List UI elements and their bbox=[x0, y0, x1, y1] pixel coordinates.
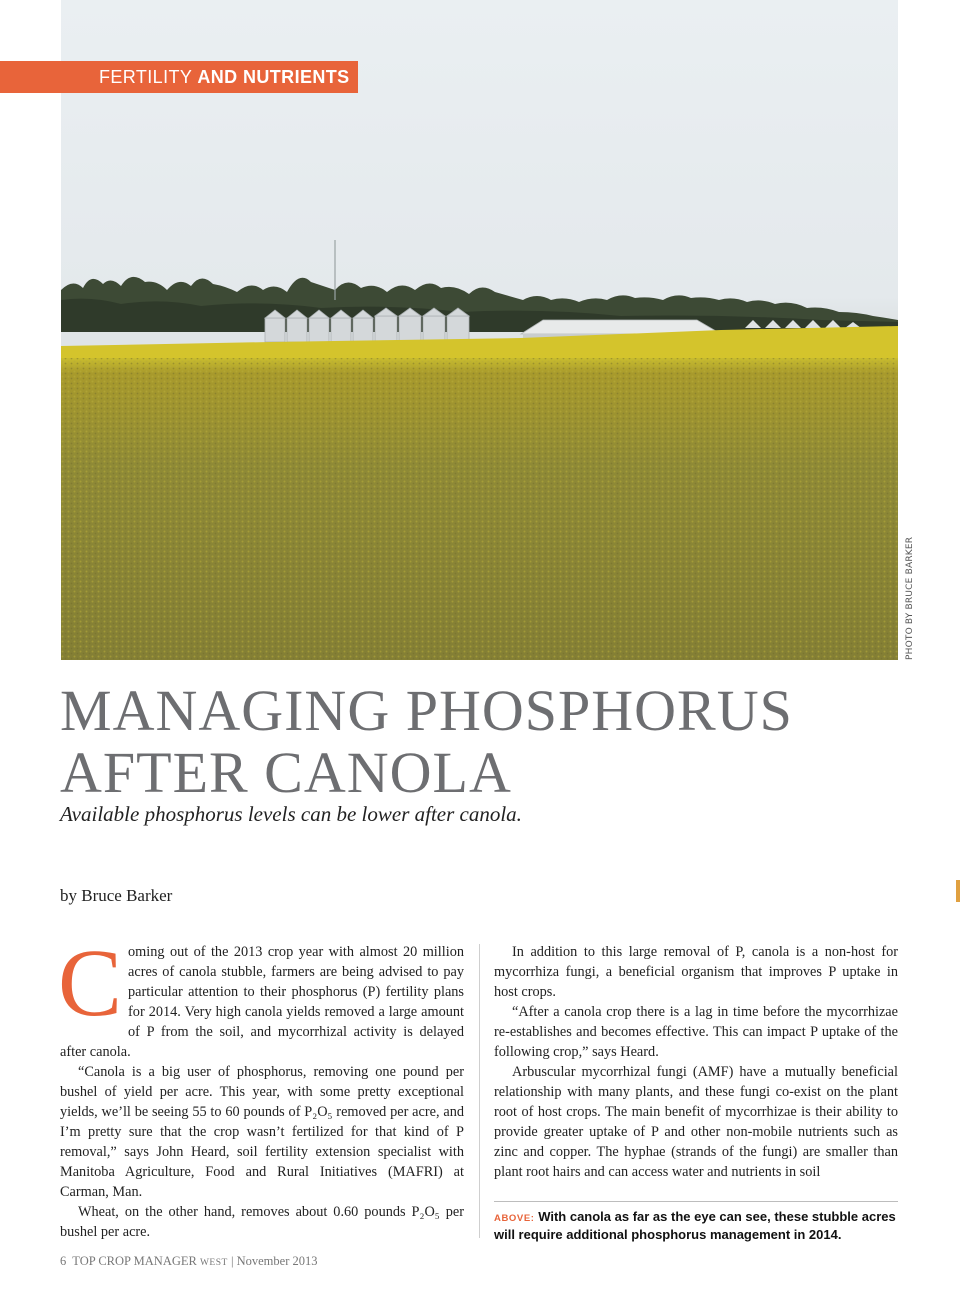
footer-separator: | bbox=[230, 1254, 234, 1268]
caption-text: With canola as far as the eye can see, these stubble acres will require additional phosphorus management in 2014. bbox=[494, 1209, 896, 1242]
body-paragraph bbox=[58, 929, 464, 1062]
article-headline bbox=[60, 680, 793, 804]
column-divider bbox=[479, 944, 480, 1238]
headline-line-2: AFTER CANOLA bbox=[60, 740, 512, 805]
body-paragraph: In addition to this large removal of P, canola is a non-host for mycorrhiza fungi, a beneficial organism that improves P uptake in host crops. bbox=[494, 944, 898, 1000]
body-paragraph: “Canola is a big user of phosphorus, removing one pound per bushel of yield per acre. This year, with some pretty exceptional yields, we’ll be seeing 55 to 60 pounds of P₂O₅ removed per acre, and I’m pretty sure that the crop wasn’t fertilized for that kind of P removal,” says John Heard, soil fertility extension specialist with Manitoba Agriculture, Food and Rural Initiatives (MAFRI) at Carman, Man. bbox=[60, 1064, 464, 1200]
body-paragraph: Arbuscular mycorrhizal fungi (AMF) have a mutually beneficial relationship with many plants, and these fungi co-exist on the plant root of host crops. The main benefit of mycorrhizae is their ability to provide greater uptake of P and other non-mobile nutrients such as zinc and copper. The hyphae (strands of the fungi) are smaller than plant root hairs and can access water and nutrients in soil bbox=[494, 1064, 898, 1180]
page-edge-tab bbox=[956, 880, 960, 902]
photo-caption bbox=[494, 1209, 904, 1243]
page-number: 6 bbox=[60, 1254, 67, 1268]
section-tag-bold: AND NUTRIENTS bbox=[197, 67, 350, 87]
caption-rule bbox=[494, 1201, 898, 1202]
section-tag bbox=[0, 61, 358, 93]
byline: by Bruce Barker bbox=[60, 886, 173, 905]
magazine-name: TOP CROP MANAGER bbox=[72, 1254, 197, 1268]
body-paragraph: Wheat, on the other hand, removes about 0.60 pounds P₂O₅ per bushel per acre. bbox=[60, 1204, 464, 1240]
body-column-right bbox=[494, 942, 898, 1192]
section-tag-light: FERTILITY bbox=[99, 67, 192, 87]
caption-label: ABOVE: bbox=[494, 1213, 535, 1224]
paragraph-text: oming out of the 2013 crop year with almost 20 million acres of canola stubble, farmers are being advised to pay particular attention to their phosphorus (P) fertility plans for 2014. Very high canola yields removed a large amount of P from the soil, and mycorrhizal activity is delayed after canola. bbox=[60, 944, 464, 1060]
issue-date: November 2013 bbox=[236, 1254, 318, 1268]
body-column-left bbox=[58, 929, 464, 1242]
article-deck: Available phosphorus levels can be lower after canola. bbox=[60, 802, 522, 826]
canola-field-illustration bbox=[61, 0, 898, 660]
page-footer bbox=[60, 1254, 317, 1269]
photo-credit: PHOTO BY BRUCE BARKER bbox=[905, 536, 915, 660]
body-paragraph: “After a canola crop there is a lag in time before the mycorrhizae re-establishes and becomes effective. This can impact P uptake of the following crop,” says Heard. bbox=[494, 1004, 898, 1060]
headline-line-1: MANAGING PHOSPHORUS bbox=[60, 678, 793, 743]
magazine-edition: WEST bbox=[199, 1258, 228, 1268]
hero-photo bbox=[61, 0, 898, 660]
drop-cap: C bbox=[58, 929, 123, 1036]
